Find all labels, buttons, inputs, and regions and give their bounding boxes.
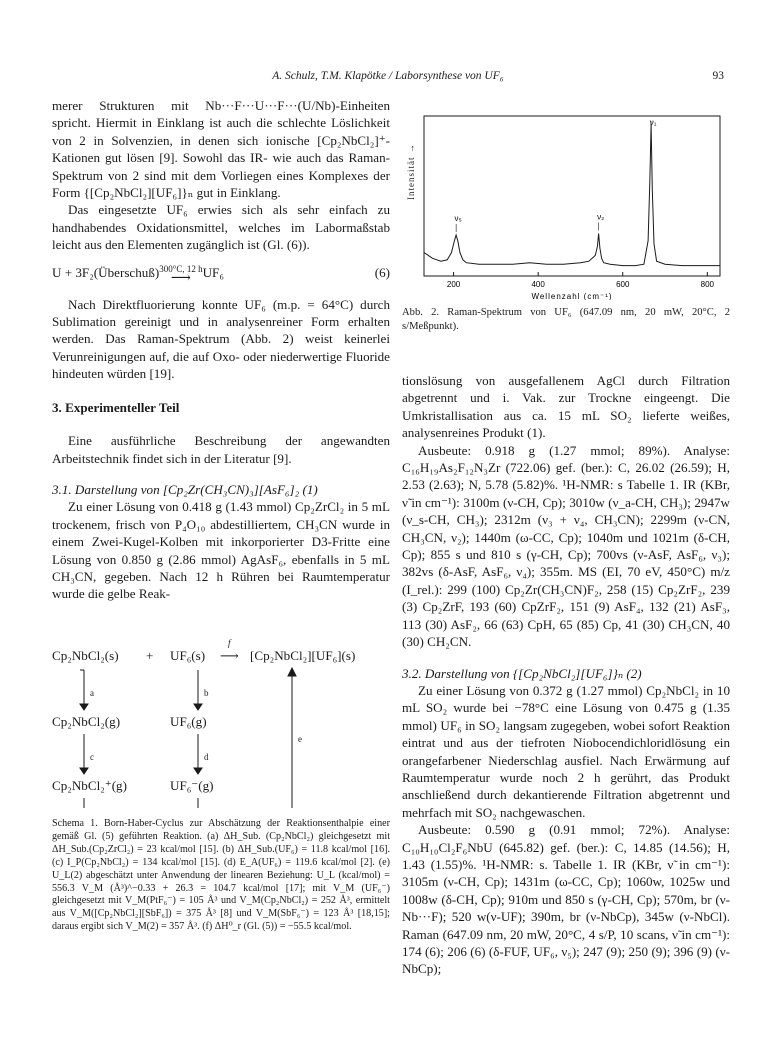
equation-number: (6) [374, 264, 390, 280]
equation-rhs: UF₆ [202, 264, 224, 280]
reaction-arrow: 300°C, 12 h ⟶ [159, 263, 203, 286]
spectrum-chart [402, 100, 730, 300]
species-cp2nbcl2-g: Cp₂NbCl₂(g) [52, 714, 121, 729]
raman-figure [402, 100, 730, 340]
running-title: A. Schulz, T.M. Klapötke / Laborsynthese von UF₆ [272, 70, 504, 82]
scheme-caption: Schema 1. Born-Haber-Cyclus zur Abschätzung der Reaktionsenthalpie einer gemäß Gl. (5) geführten Reaktion. (a) ΔH_Sub. (Cp₂NbCl₂) gleichgesetzt mit ΔH_Sub.(Cp₂ZrCl₂) = 23 kcal/mol [15]. (b) ΔH_Sub.(UF₆) = 11.8 kcal/mol [16]. (c) I_P(Cp₂NbCl₂) = 134 kcal/mol [15]. (d) E_A(UF₆) = 119.6 kcal/mol [2]. (e) U_L(2) abgeschätzt unter Anwendung der linearen Beziehung: U_L (kcal/mol) = 556.3 V_M (Å³)^−0.33 + 26.3 = 104.7 kcal/mol [17]; mit V_M (UF₆⁻) gleichgesetzt mit V_M(PtF₆⁻) = 105 Å³ und V_M(Cp₂NbCl₂) = 252 Å³, ermittelt aus V_M([Cp₂NbCl₂][SbF₆]) = 375 Å³ [8] und V_M(SbF₆⁻) = 123 Å³ [18,15]; daraus ergibt sich V_M(2) = 357 Å³. (f) ΔH⁰_r (Gl. (5)) = −55.5 kcal/mol. [52, 818, 390, 933]
page-number: 93 [712, 70, 724, 82]
x-tick-label: 600 [616, 280, 630, 289]
spectrum-line [424, 124, 720, 266]
paragraph: Zu einer Lösung von 0.372 g (1.27 mmol) Cp₂NbCl₂ in 10 mL SO₂ wurde bei −78°C eine Lösung von 0.475 g (1.35 mmol) UF₆ in SO₂ langsam zugegeben, wobei sofort Reaktion eintrat und aus der tiefroten Niobocendichloridlösung ein orangefarbener Niederschlag ausfiel. Nach Erwärmung auf Raumtemperatur wurde noch 2 h gerührt, das Produkt anschließend durch dekantierende Filtration abgetrennt und mehrfach mit SO₂ nachgewaschen. [402, 682, 730, 820]
step-label-e: e [298, 734, 302, 744]
equation-6 [52, 264, 390, 284]
paragraph: Eine ausführliche Beschreibung der angewandten Arbeitstechnik findet sich in der Literatur [9]. [52, 433, 390, 466]
figure-caption: Abb. 2. Raman-Spektrum von UF₆ (647.09 nm, 20 mW, 20°C, 2 s/Meßpunkt). [402, 307, 730, 332]
species-cp2nbcl2-s: Cp₂NbCl₂(s) [52, 648, 119, 663]
species-cation-g: Cp₂NbCl₂⁺(g) [52, 778, 127, 793]
section-heading: 3. Experimenteller Teil [52, 399, 180, 415]
right-column [402, 372, 730, 978]
peak-label: ν₁ [649, 118, 657, 127]
x-tick-label: 200 [446, 280, 461, 289]
subsection-heading: 3.1. Darstellung von [Cp₂Zr(CH₃CN)₃][AsF₆]₂ (1) [52, 481, 318, 497]
step-label-a: a [90, 688, 94, 698]
paragraph: Ausbeute: 0.918 g (1.27 mmol; 89%). Analyse: C₁₆H₁₉As₂F₁₂N₃Zr (722.06) gef. (ber.): C, 26.02 (26.59); H, 2.53 (2.63); N, 5.78 (5.82)%. ¹H-NMR: s Tabelle 1. IR (KBr, ν̃ in cm⁻¹): 3100m (ν-CH, Cp); 3010w (ν_a-CH, CH₃); 2947w (ν_s-CH, CH₃); 2312m (ν₃ + ν₄, CH₃CN); 2299m (ν-CN, CH₃CN, ν₂); 1440m (ω-CC, Cp); 1040m und 1021m (δ-CH, Cp); 855 s und 810 s (γ-CH, Cp); 700vs (ν-AsF, AsF₆, ν₃); 382vs (δ-AsF, AsF₆, ν₄); 355m. MS (EI, 70 eV, 450°C) m/z (I_rel.): 299 (100) Cp₂Zr(CH₃CN)F₂, 258 (15) Cp₂ZrF₂, 239 (3) Cp₂ZrF, 193 (60) CpZrF₂, 151 (9) AsF₄, 132 (21) AsF₃, 113 (30) AsF₂, 66 (63) CpH, 65 (85) Cp, 41 (30) CH₃CN, 40 (30) CH₂CN. [402, 442, 730, 650]
born-haber-scheme [52, 638, 390, 808]
peak-label: ν₅ [454, 213, 462, 223]
species-uf6-g: UF₆(g) [170, 714, 207, 729]
x-tick-label: 800 [700, 280, 714, 289]
left-column [52, 97, 390, 603]
scheme-arrows [52, 648, 390, 808]
species-uf6-s: UF₆(s) [170, 648, 206, 663]
x-axis-label: Wellenzahl (cm⁻¹) [531, 292, 613, 300]
species-product: [Cp₂NbCl₂][UF₆](s) [250, 648, 356, 663]
paragraph: Ausbeute: 0.590 g (0.91 mmol; 72%). Analyse: C₁₀H₁₀Cl₂F₆NbU (645.82) gef. (ber.): C, 14.85 (14.56); H, 1.43 (1.55)%. ¹H-NMR: s. Tabelle 1. IR (KBr, ν̃ in cm⁻¹): 3105m (ν-CH, Cp); 1431m (ω-CC, Cp); 1060w, 1025w und 1008w (δ-CH, Cp); 910m und 850 s (γ-CH, Cp); 570m, br (ν-Nb···F); 520 w(ν-UF); 390m, br (ν-NbCp), 345w (ν-NbCl). Raman (647.09 nm, 20 mW, 20°C, 4 s/P, 10 scans, ν̃ in cm⁻¹): 174 (6); 206 (6) (δ-FUF, UF₆, ν₅); 247 (9); 250 (9); 396 (9) (ν-NbCp); [402, 822, 730, 977]
y-axis-label: Intensität → [406, 143, 416, 200]
subsection-heading: 3.2. Darstellung von {[Cp₂NbCl₂][UF₆]}ₙ (2) [402, 665, 642, 681]
paragraph: tionslösung von ausgefallenem AgCl durch Filtration abgetrennt und i. Vak. zur Trockne eingeengt. Die Umkristallisation aus ca. 15 mL SO₂ lieferte weißes, analysenreines Produkt (1). [402, 373, 730, 441]
paragraph: Das eingesetzte UF₆ erwies sich als sehr einfach zu handhabendes Oxidationsmittel, welches im Labormaßstab leicht aus den Elementen zugänglich ist (Gl. (6)). [52, 202, 390, 253]
paragraph: merer Strukturen mit Nb···F···U···F···(U/Nb)-Einheiten spricht. Hiermit in Einklang ist auch die schlechte Löslichkeit von 2 in Solvenzien, in denen sich ionische [Cp₂NbCl₂]⁺-Kationen gut lösen [9]. Sowohl das IR- wie auch das Raman-Spektrum von 2 sind mit dem Vorliegen eines Komplexes der Form {[Cp₂NbCl₂][UF₆]}ₙ gut in Einklang. [52, 98, 390, 201]
step-label-d: d [204, 752, 209, 762]
arrow-f: ⟶ [220, 648, 239, 663]
step-label-c: c [90, 752, 94, 762]
equation-lhs: U + 3F₂(Überschuß) [52, 264, 160, 280]
plot-frame [424, 116, 720, 276]
peak-label: ν₂ [597, 212, 605, 222]
plus-sign: + [146, 648, 154, 663]
step-label-b: b [204, 688, 209, 698]
step-label-f: f [228, 638, 231, 648]
paragraph: Zu einer Lösung von 0.418 g (1.43 mmol) Cp₂ZrCl₂ in 5 mL trockenem, frisch von P₄O₁₀ abdestilliertem, CH₃CN wurde in einem Zwei-Kugel-Kolben mit inkorporierter D3-Fritte eine Lösung von 0.850 g (2.86 mmol) AgAsF₆, ebenfalls in 5 mL CH₃CN, gegeben. Nach 12 h Rühren bei Raumtemperatur wurde die gelbe Reak- [52, 499, 390, 602]
species-anion-g: UF₆⁻(g) [170, 778, 214, 793]
reaction-condition: 300°C, 12 h [159, 263, 203, 274]
paragraph: Nach Direktfluorierung konnte UF₆ (m.p. = 64°C) durch Sublimation gereinigt und in analysenreiner Form erhalten werden. Das Raman-Spektrum (Abb. 2) weist keinerlei Verunreinigungen auf, die auf Oxo- oder niederwertige Fluoride hindeuten würden [19]. [52, 296, 390, 382]
x-tick-label: 400 [531, 280, 545, 289]
